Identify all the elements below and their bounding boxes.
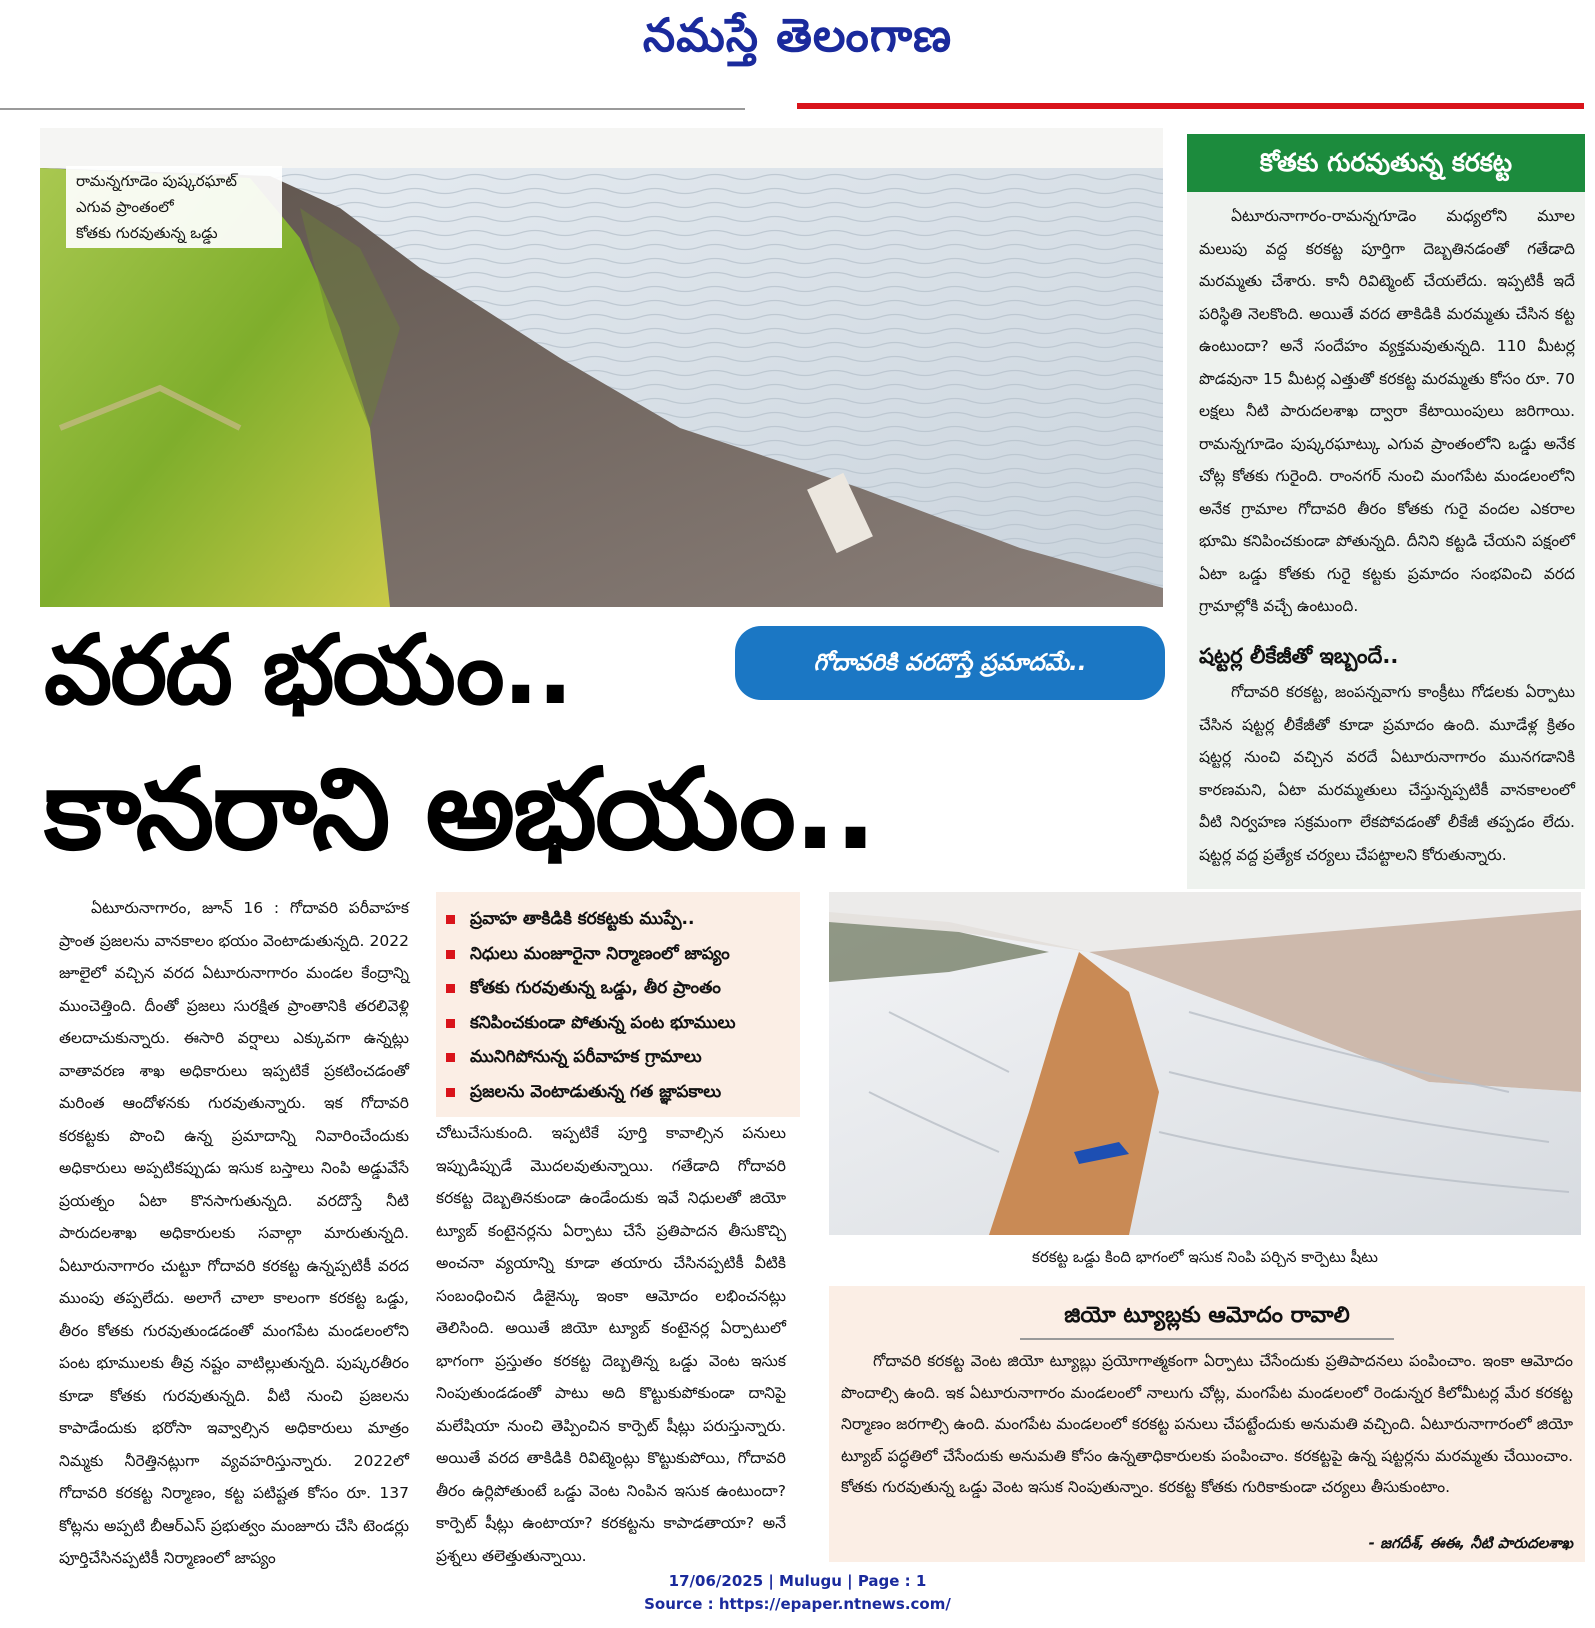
quote-byline: - జగదీశ్, ఈఈ, నీటి పారుదలశాఖ bbox=[1368, 1534, 1573, 1552]
highlight-text: ప్రవాహ తాకిడికి కరకట్టకు ముప్పే.. bbox=[470, 909, 695, 929]
highlight-text: కనిపించకుండా పోతున్న పంట భూములు bbox=[470, 1012, 736, 1033]
sidebar-paragraph-2: గోదావరి కరకట్ట, జంపన్నవాగు కాంక్రీటు గోడలకు ఏర్పాటు చేసిన షట్టర్ల లీకేజీతో కూడా ప్రమాదం ఉంది. మూడేళ్ల క్రితం షట్టర్ల నుంచి వచ్చిన వరదే ఏటూరునాగారం మునగడానికి కారణమని, ఏటా మరమ్మతులు చేస్తున్నప్పటికీ వానకాలంలో వీటి నిర్వహణ సక్రమంగా లేకపోవడంతో లీకేజీ తప్పడం లేదు. షట్టర్ల వద్ద ప్రత్యేక చర్యలు చేపట్టాలని కోరుతున్నారు. bbox=[1199, 683, 1575, 864]
caption-line: కోతకు గురవుతున్న ఒడ్డు bbox=[76, 224, 218, 242]
highlight-item bbox=[436, 971, 800, 1006]
quote-box-title: జియో ట్యూబ్లకు ఆమోదం రావాలి bbox=[1064, 1303, 1350, 1328]
caption-line: ఎగువ ప్రాంతంలో bbox=[76, 198, 174, 216]
highlight-text: ప్రజలను వెంటాడుతున్న గత జ్ఞాపకాలు bbox=[470, 1081, 722, 1102]
bullet-icon bbox=[446, 984, 455, 993]
headline-line-1: వరద భయం.. bbox=[44, 614, 572, 726]
highlight-item bbox=[436, 937, 800, 972]
highlight-item bbox=[436, 1006, 800, 1041]
headline-kicker: గోదావరికి వరదొస్తే ప్రమాదమే.. bbox=[735, 626, 1165, 700]
highlight-text: మునిగిపోనున్న పరీవాహక గ్రామాలు bbox=[470, 1047, 702, 1067]
sidebar-title: కోతకు గురవుతున్న కరకట్ట bbox=[1187, 134, 1585, 192]
sidebar-body bbox=[1199, 200, 1575, 623]
footer-source-link[interactable]: Source : https://epaper.ntnews.com/ bbox=[644, 1595, 951, 1613]
bullet-icon bbox=[446, 1053, 455, 1062]
highlights-box bbox=[436, 892, 800, 1117]
highlight-item bbox=[436, 1040, 800, 1075]
sidebar-subheading: షట్టర్ల లీకేజీతో ఇబ్బందే.. bbox=[1199, 644, 1399, 668]
sidebar-body-2 bbox=[1199, 676, 1575, 871]
highlight-item bbox=[436, 1075, 800, 1110]
masthead-logo: నమస్తే తెలంగాణ bbox=[642, 8, 953, 62]
highlight-text: కోతకు గురవుతున్న ఒడ్డు, తీర ప్రాంతం bbox=[470, 978, 721, 998]
photo-caption bbox=[66, 166, 282, 248]
highlight-item bbox=[436, 902, 800, 937]
quote-paragraph: గోదావరి కరకట్ట వెంట జియో ట్యూబ్లు ప్రయోగాత్మకంగా ఏర్పాటు చేసేందుకు ప్రతిపాదనలు పంపించాం. ఇంకా ఆమోదం పొందాల్సి ఉంది. ఇక ఏటూరునాగారం మండలంలో నాలుగు చోట్ల, మంగపేట మండలంలో రెండున్నర కిలోమీటర్ల మేర కరకట్ట నిర్మాణం జరగాల్సి ఉంది. మంగపేట మండలంలో కరకట్ట పనులు చేపట్టేందుకు అనుమతి వచ్చింది. ఏటూరునాగారంలో జియో ట్యూబ్ పద్ధతిలో చేసేందుకు అనుమతి కోసం ఉన్నతాధికారులకు పంపించాం. కరకట్టపై ఉన్న షట్టర్లను మరమ్మతు చేయించాం. కోతకు గురవుతున్న ఒడ్డు వెంట ఇసుక నింపుతున్నాం. కరకట్ట కోతకు గురికాకుండా చర్యలు తీసుకుంటాం. bbox=[841, 1352, 1573, 1496]
highlight-text: నిధులు మంజూరైనా నిర్మాణంలో జాప్యం bbox=[470, 943, 730, 964]
article-column-1 bbox=[59, 892, 409, 1575]
caption-line: రామన్నగూడెం పుష్కరఘాట్ bbox=[76, 172, 237, 190]
masthead-rule-grey bbox=[0, 108, 745, 110]
bullet-icon bbox=[446, 950, 455, 959]
quote-box-body bbox=[841, 1346, 1573, 1504]
footer-edition-info: 17/06/2025 | Mulugu | Page : 1 bbox=[668, 1572, 927, 1590]
article-paragraph: చోటుచేసుకుంది. ఇప్పటికే పూర్తి కావాల్సిన పనులు ఇప్పుడిప్పుడే మొదలవుతున్నాయి. గతేడాది గోదావరి కరకట్ట దెబ్బతినకుండా ఉండేందుకు ఇవే నిధులతో జియో ట్యూబ్ కంటైనర్లను ఏర్పాటు చేసే ప్రతిపాదన తీసుకొచ్చి అంచనా వ్యయాన్ని కూడా తయారు చేసినప్పటికీ వీటికి సంబంధించిన డిజైన్కు ఇంకా ఆమోదం లభించనట్లు తెలిసింది. అయితే జియో ట్యూబ్ కంటైనర్ల ఏర్పాటులో భాగంగా ప్రస్తుతం కరకట్ట దెబ్బతిన్న ఒడ్డు వెంట ఇసుక నింపుతుండడంతో పాటు అది కొట్టుకుపోకుండా దానిపై మలేషియా నుంచి తెప్పించిన కార్పెట్ షీట్లు పరుస్తున్నారు. అయితే వరద తాకిడికి రివిట్మెంట్లు కొట్టుకుపోయి, గోదావరి తీరం ఉర్లిపోతుంటే ఒడ్డు వెంట నింపిన ఇసుక ఉంటుందా? కార్పెట్ షీట్లు ఉంటాయా? కరకట్టను కాపాడతాయా? అనే ప్రశ్నలు తలెత్తుతున్నాయి. bbox=[436, 1124, 786, 1565]
photo-carpet-sheets bbox=[829, 892, 1581, 1235]
bullet-icon bbox=[446, 1019, 455, 1028]
bullet-icon bbox=[446, 1088, 455, 1097]
photo-caption-2: కరకట్ట ఒడ్డు కింది భాగంలో ఇసుక నింపి పర్చిన కార్పెటు షీటు bbox=[1032, 1248, 1378, 1266]
article-column-2 bbox=[436, 1117, 786, 1572]
article-paragraph: ఏటూరునాగారం, జూన్ 16 : గోదావరి పరీవాహక ప్రాంత ప్రజలను వానకాలం భయం వెంటాడుతున్నది. 2022 జూలైలో వచ్చిన వరద ఏటూరునాగారం మండల కేంద్రాన్ని ముంచెత్తింది. దీంతో ప్రజలు సురక్షిత ప్రాంతానికి తరలివెళ్లి తలదాచుకున్నారు. ఈసారి వర్షాలు ఎక్కువగా ఉన్నట్లు వాతావరణ శాఖ అధికారులు ఇప్పటికే ప్రకటించడంతో మరింత ఆందోళనకు గురవుతున్నారు. ఇక గోదావరి కరకట్టకు పొంచి ఉన్న ప్రమాదాన్ని నివారించేందుకు అధికారులు అప్పటికప్పుడు ఇసుక బస్తాలు నింపి అడ్డువేసే ప్రయత్నం ఏటా కొనసాగుతున్నది. వరదొస్తే నీటి పారుదలశాఖ అధికారులకు సవాల్గా మారుతున్నది. ఏటూరునాగారం చుట్టూ గోదావరి కరకట్ట ఉన్నప్పటికీ వరద ముంపు తప్పలేదు. అలాగే చాలా కాలంగా కరకట్ట ఒడ్డు, తీరం కోతకు గురవుతుండడంతో మంగపేట మండలంలోని పంట భూములకు తీవ్ర నష్టం వాటిల్లుతున్నది. పుష్కరతీరం కూడా కోతకు గురవుతున్నది. వీటి నుంచి ప్రజలను కాపాడేందుకు భరోసా ఇవ్వాల్సిన అధికారులు మాత్రం నిమ్మకు నీరెత్తినట్లుగా వ్యవహరిస్తున్నారు. 2022లో గోదావరి కరకట్ట నిర్మాణం, కట్ట పటిష్టత కోసం రూ. 137 కోట్లను అప్పటి బీఆర్ఎస్ ప్రభుత్వం మంజూరు చేసి టెండర్లు పూర్తిచేసినప్పటికీ నిర్మాణంలో జాప్యం bbox=[59, 899, 409, 1567]
masthead-rule-red bbox=[797, 103, 1584, 109]
sidebar-paragraph: ఏటూరునాగారం-రామన్నగూడెం మధ్యలోని మూల మలుపు వద్ద కరకట్ట పూర్తిగా దెబ్బతినడంతో గతేడాది మరమ్మతు చేశారు. కానీ రివిట్మెంట్ చేయలేదు. ఇప్పటికీ ఇదే పరిస్థితి నెలకొంది. అయితే వరద తాకిడికి మరమ్మతు చేసిన కట్ట ఉంటుందా? అనే సందేహం వ్యక్తమవుతున్నది. 110 మీటర్ల పొడవునా 15 మీటర్ల ఎత్తుతో కరకట్ట మరమ్మతు కోసం రూ. 70 లక్షలు నీటి పారుదలశాఖ ద్వారా కేటాయింపులు జరిగాయి. రామన్నగూడెం పుష్కరఘాట్కు ఎగువ ప్రాంతంలోని ఒడ్డు అనేక చోట్ల కోతకు గురైంది. రాంనగర్ నుంచి మంగపేట మండలంలోని అనేక గ్రామాల గోదావరి తీరం కోతకు గురై వందల ఎకరాల భూమి కనిపించకుండా పోతున్నది. దీనిని కట్టడి చేయని పక్షంలో ఏటా ఒడ్డు కోతకు గురై కట్టకు ప్రమాదం సంభవించి వరద గ్రామాల్లోకి వచ్చే ఉంటుంది. bbox=[1199, 207, 1575, 615]
bullet-icon bbox=[446, 915, 455, 924]
headline-line-2: కానరాని అభయం.. bbox=[44, 745, 875, 875]
quote-box-rule bbox=[1020, 1338, 1394, 1340]
